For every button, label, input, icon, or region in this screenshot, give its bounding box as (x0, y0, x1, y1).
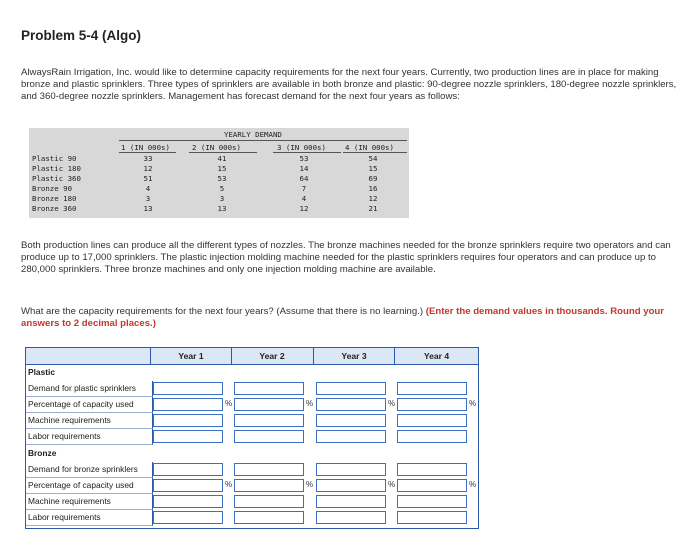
value-cell: 15 (368, 164, 378, 173)
header-year-4: Year 4 (423, 351, 450, 361)
grid-row (26, 413, 478, 429)
grid-row (26, 381, 478, 397)
plastic-demand-year-4-input[interactable] (397, 382, 467, 395)
bronze-labor-year-4-input[interactable] (397, 511, 467, 524)
value-cell: 3 (145, 194, 151, 203)
bronze-pct-year-4-input[interactable] (397, 479, 467, 492)
grid-row (26, 462, 478, 478)
bronze-labor-year-2-input[interactable] (234, 511, 304, 524)
question-text: What are the capacity requirements for the next four years? (Assume that there is no learning.) (21, 306, 424, 317)
value-cell: 7 (301, 184, 307, 193)
plastic-pct-year-3-input[interactable] (316, 398, 386, 411)
bronze-machine-year-2-input[interactable] (234, 495, 304, 508)
percent-sign: % (225, 399, 233, 408)
section-row-plastic (26, 365, 478, 381)
value-cell: 14 (299, 164, 309, 173)
bronze-demand-year-1-input[interactable] (153, 463, 223, 476)
plastic-machine-year-1-input[interactable] (153, 414, 223, 427)
plastic-demand-year-3-input[interactable] (316, 382, 386, 395)
bronze-demand-year-3-input[interactable] (316, 463, 386, 476)
bronze-machine-year-3-input[interactable] (316, 495, 386, 508)
value-cell: 53 (299, 154, 309, 163)
demand-table (29, 128, 409, 218)
bronze-demand-year-4-input[interactable] (397, 463, 467, 476)
col-header-1: 1 (IN 000s) (121, 143, 170, 152)
value-cell: 4 (145, 184, 151, 193)
header-year-3: Year 3 (341, 351, 367, 361)
bronze-demand-year-2-input[interactable] (234, 463, 304, 476)
machines-paragraph: Both production lines can produce all the different types of nozzles. The bronze machines needed for the bronze sprinklers require two operators and can produce up to 17,000 sprinklers. The plastic injection molding machine needed for the plastic sprinklers requires four operators and can produce up to 280,000 sprinklers. Three bronze machines and only one injection molding machine are available. (21, 240, 671, 276)
grid-header (26, 348, 478, 365)
grid-row (26, 397, 478, 413)
value-cell: 41 (217, 154, 227, 163)
intro-paragraph: AlwaysRain Irrigation, Inc. would like to determine capacity requirements for the next four years. Currently, two production lines are in place for making bronze and plastic sprinklers. Three types of sprinklers are available in both bronze and plastic: 90-degree nozzle sprinklers, 180-degree nozzle sprinklers, and 360-degree nozzle sprinklers. Management has forecast demand for the next four years as follows: (21, 67, 677, 103)
plastic-labor-year-3-input[interactable] (316, 430, 386, 443)
plastic-machine-year-3-input[interactable] (316, 414, 386, 427)
col-header-2: 2 (IN 000s) (192, 143, 241, 152)
grid-row (26, 429, 478, 445)
value-cell: 54 (368, 154, 378, 163)
row-label: Plastic 90 (32, 154, 77, 163)
row-label: Bronze 90 (32, 184, 73, 193)
col-header-3: 3 (IN 000s) (277, 143, 326, 152)
row-label: Plastic 180 (32, 164, 81, 173)
bronze-machine-year-1-input[interactable] (153, 495, 223, 508)
section-label: Plastic (28, 367, 56, 377)
row-label: Percentage of capacity used (26, 397, 153, 413)
bronze-labor-year-3-input[interactable] (316, 511, 386, 524)
value-cell: 64 (299, 174, 309, 183)
bronze-pct-year-1-input[interactable] (153, 479, 223, 492)
section-row-bronze (26, 446, 478, 462)
value-cell: 53 (217, 174, 227, 183)
value-cell: 33 (143, 154, 153, 163)
demand-caption: YEARLY DEMAND (224, 130, 282, 139)
percent-sign: % (225, 480, 233, 489)
grid-row (26, 510, 478, 526)
value-cell: 16 (368, 184, 378, 193)
value-cell: 12 (143, 164, 153, 173)
value-cell: 3 (219, 194, 225, 203)
bronze-labor-year-1-input[interactable] (153, 511, 223, 524)
plastic-labor-year-4-input[interactable] (397, 430, 467, 443)
plastic-machine-year-4-input[interactable] (397, 414, 467, 427)
plastic-labor-year-2-input[interactable] (234, 430, 304, 443)
value-cell: 15 (217, 164, 227, 173)
grid-row (26, 494, 478, 510)
row-label: Demand for plastic sprinklers (26, 381, 153, 397)
section-label: Bronze (28, 448, 57, 458)
row-label: Percentage of capacity used (26, 478, 153, 494)
percent-sign: % (388, 480, 396, 489)
row-label: Labor requirements (26, 510, 153, 526)
value-cell: 5 (219, 184, 225, 193)
value-cell: 51 (143, 174, 153, 183)
value-cell: 13 (143, 204, 153, 213)
percent-sign: % (306, 399, 314, 408)
percent-sign: % (306, 480, 314, 489)
value-cell: 4 (301, 194, 307, 203)
problem-title: Problem 5-4 (Algo) (21, 28, 142, 43)
plastic-machine-year-2-input[interactable] (234, 414, 304, 427)
percent-sign: % (388, 399, 396, 408)
row-label: Labor requirements (26, 429, 153, 445)
value-cell: 12 (299, 204, 309, 213)
row-label: Machine requirements (26, 494, 153, 510)
plastic-labor-year-1-input[interactable] (153, 430, 223, 443)
answer-grid (25, 347, 479, 529)
plastic-pct-year-2-input[interactable] (234, 398, 304, 411)
value-cell: 13 (217, 204, 227, 213)
header-year-1: Year 1 (178, 351, 204, 361)
row-label: Plastic 360 (32, 174, 81, 183)
col-header-4: 4 (IN 000s) (345, 143, 394, 152)
bronze-machine-year-4-input[interactable] (397, 495, 467, 508)
plastic-demand-year-2-input[interactable] (234, 382, 304, 395)
row-label: Machine requirements (26, 413, 153, 429)
percent-sign: % (469, 399, 477, 408)
plastic-demand-year-1-input[interactable] (153, 382, 223, 395)
value-cell: 12 (368, 194, 378, 203)
bronze-pct-year-2-input[interactable] (234, 479, 304, 492)
row-label: Bronze 180 (32, 194, 77, 203)
value-cell: 69 (368, 174, 378, 183)
plastic-pct-year-4-input[interactable] (397, 398, 467, 411)
plastic-pct-year-1-input[interactable] (153, 398, 223, 411)
percent-sign: % (469, 480, 477, 489)
row-label: Bronze 360 (32, 204, 77, 213)
row-label: Demand for bronze sprinklers (26, 462, 153, 478)
bronze-pct-year-3-input[interactable] (316, 479, 386, 492)
grid-row (26, 478, 478, 494)
value-cell: 21 (368, 204, 378, 213)
header-year-2: Year 2 (259, 351, 285, 361)
question-paragraph (21, 306, 681, 330)
question-instructions: (Enter the demand values in thousands. Round your answers to 2 decimal places.) (21, 306, 665, 330)
